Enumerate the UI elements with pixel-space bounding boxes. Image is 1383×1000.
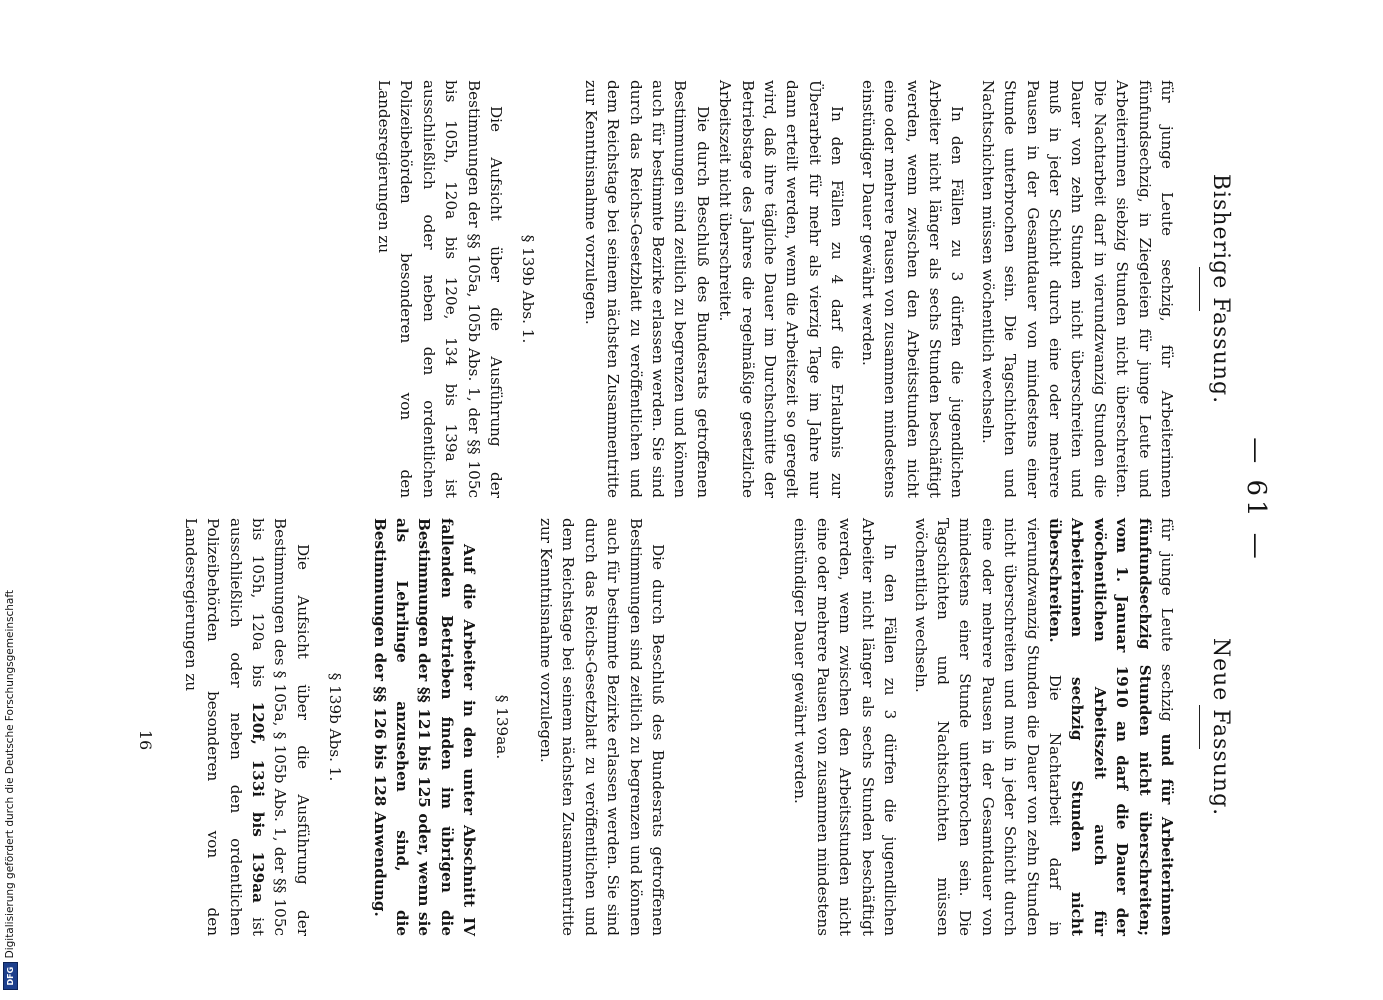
left-column-previous-version: [373, 80, 1178, 498]
right-column-heading: Neue Fassung.: [1199, 518, 1233, 936]
dfg-logo-icon: DFG: [3, 962, 18, 990]
left-column-heading: Bisherige Fassung.: [1199, 80, 1233, 498]
left-paragraph-5: Die Aufsicht über die Ausführung der Bestimmungen der §§ 105a, 105b Abs. 1, der §§ 105c bis 105h, 120a bis 120e, 134 bis 139a ist ausschließlich oder neben den ordentlichen Polizeibehörden besonderen von den Landesregierungen zu: [375, 80, 506, 498]
right-paragraph-new: [368, 518, 480, 936]
digitization-note-text: Digitalisierung gefördert durch die Deutsche Forschungsgemeinschaft: [4, 590, 16, 959]
right-paragraph-2: In den Fällen zu 3 dürfen die jugendlichen Arbeiter nicht länger als sechs Stunden beschäftigt werden, wenn zwischen den Arbeitsstunden nicht eine oder mehrere Pausen von zusammen mindestens einstündiger Dauer gewährt werden.: [791, 518, 900, 936]
right-column-new-version: [179, 518, 1178, 936]
new-section-bold-text: Auf die Arbeiter in den unter Abschnitt IV fallenden Betrieben finden im übrigen die Bestimmungen der §§ 121 bis 125 oder, wenn sie als Lehrlinge anzusehen sind, die Bestimmungen der §§ 126 bis 128 Anwendung.: [370, 518, 479, 936]
right-paragraph-1: für junge Leute sechzig und für Arbeiterinnen fünfundsechzig Stunden nicht überschreiten; vom 1. Januar 1910 an darf die Dauer der wöchentlichen Arbeitszeit auch für Arbeiterinnen sechzig Stunden nicht überschreiten. Die Nachtarbeit darf in vierundzwanzig Stunden die Dauer von zehn Stunden nicht überschreiten und muß in jeder Schicht durch eine oder mehrere Pausen in der Gesamtdauer von mindestens einer Stunde unterbrochen sein. Die Tagschichten und Nachtschichten müssen wöchentlich wechseln.: [911, 518, 1176, 936]
amendment-bold-text: und für Arbeiterinnen fünfundsechzig Stunden nicht überschreiten; vom 1. Januar 1910 an darf die Dauer der wöchentlichen Arbeitszeit auch für Arbeiterinnen sechzig Stunden nicht überschreiten.: [1045, 518, 1176, 936]
amendment-bold-text: 120f, 133i bis 139aa: [249, 701, 267, 903]
heading-rule: [1199, 705, 1200, 749]
left-paragraph-1: für junge Leute sechzig, für Arbeiterinnen fünfundsechzig, in Ziegeleien für junge Leute und Arbeiterinnen siebzig Stunden nicht überschreiten. Die Nachtarbeit darf in vierundzwanzig Stunden die Dauer von zehn Stunden nicht überschreiten und muß in jeder Schicht durch eine oder mehrere Pausen in der Gesamtdauer von mindestens einer Stunde unterbrochen sein. Die Tagschichten und Nachtschichten müssen wöchentlich wechseln.: [978, 80, 1176, 498]
heading-rule: [1199, 267, 1200, 311]
left-paragraph-3: In den Fällen zu 4 darf die Erlaubnis zur Überarbeit für mehr als vierzig Tage im Jahre nur dann erteilt werden, wenn die Arbeitszeit so geregelt wird, daß ihre tägliche Dauer im Durchschnitte der Betriebstage des Jahres die regelmäßige gesetzliche Arbeitszeit nicht überschreitet.: [716, 80, 847, 498]
right-section-139aa: § 139aa.: [492, 694, 511, 760]
sheet-signature: 16: [136, 729, 155, 751]
page-number: — 61 —: [1241, 437, 1271, 563]
digitization-note: [0, 590, 20, 990]
left-paragraph-4: Die durch Beschluß des Bundesrats getroffenen Bestimmungen sind zeitlich zu begrenzen und können auch für bestimmte Bezirke erlassen werden. Sie sind durch das Reichs-Gesetzblatt zu veröffentlichen und dem Reichstage bei seinem nächsten Zusammentritte zur Kenntnisnahme vorzulegen.: [581, 80, 712, 498]
right-paragraph-5: Die Aufsicht über die Ausführung der Bestimmungen des § 105a, § 105b Abs. 1, der §§ 105c bis 105h, 120a bis 120f, 133i bis 139aa ist ausschließlich oder neben den ordentlichen Polizeibehörden besonderen von den Landesregierungen zu: [181, 518, 312, 936]
left-paragraph-2: In den Fällen zu 3 dürfen die jugendlichen Arbeiter nicht länger als sechs Stunden beschäftigt werden, wenn zwischen den Arbeitsstunden nicht eine oder mehrere Pausen von zusammen mindestens einstündiger Dauer gewährt werden.: [858, 80, 967, 498]
right-section-139b: § 139b Abs. 1.: [326, 672, 345, 782]
left-section-139b: § 139b Abs. 1.: [519, 234, 538, 344]
right-paragraph-4: Die durch Beschluß des Bundesrats getroffenen Bestimmungen sind zeitlich zu begrenzen und können auch für bestimmte Bezirke erlassen werden. Sie sind durch das Reichs-Gesetzblatt zu veröffentlichen und dem Reichstage bei seinem nächsten Zusammentritte zur Kenntnisnahme vorzulegen.: [537, 518, 668, 936]
